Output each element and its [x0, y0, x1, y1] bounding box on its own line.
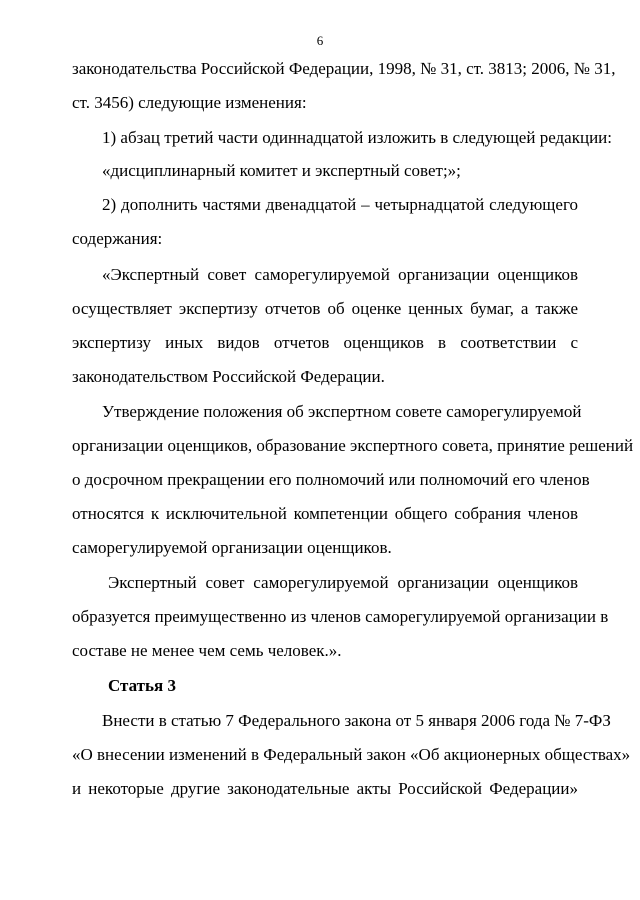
text-line: Экспертный совет саморегулируемой организации оценщиков [108, 573, 578, 592]
article-heading: Статья 3 [108, 676, 176, 695]
text-line: организации оценщиков, образование экспертного совета, принятие решений [72, 436, 634, 455]
text-line: ст. 3456) следующие изменения: [72, 93, 307, 112]
text-line: «О внесении изменений в Федеральный закон «Об акционерных обществах» [72, 745, 631, 764]
text-line: составе не менее чем семь человек.». [72, 641, 342, 660]
text-line: законодательством Российской Федерации. [72, 367, 385, 386]
text-line: и некоторые другие законодательные акты Российской Федерации» [72, 779, 578, 798]
text-line: о досрочном прекращении его полномочий или полномочий его членов [72, 470, 590, 489]
text-line: содержания: [72, 229, 163, 248]
text-line: осуществляет экспертизу отчетов об оценке ценных бумаг, а также [72, 299, 578, 318]
text-line: относятся к исключительной компетенции общего собрания членов [72, 504, 578, 523]
text-line: законодательства Российской Федерации, 1998, № 31, ст. 3813; 2006, № 31, [72, 59, 616, 78]
text-line: «Экспертный совет саморегулируемой организации оценщиков [102, 265, 578, 284]
text-line: Внести в статью 7 Федерального закона от 5 января 2006 года № 7-ФЗ [102, 711, 611, 730]
text-line: 1) абзац третий части одиннадцатой изложить в следующей редакции: [102, 128, 612, 147]
text-line: Утверждение положения об экспертном совете саморегулируемой [102, 402, 582, 421]
text-line: экспертизу иных видов отчетов оценщиков в соответствии с [72, 333, 578, 352]
text-line: образуется преимущественно из членов саморегулируемой организации в [72, 607, 609, 626]
page-number: 6 [316, 33, 324, 48]
text-line: 2) дополнить частями двенадцатой – четырнадцатой следующего [102, 195, 578, 214]
text-line: «дисциплинарный комитет и экспертный совет;»; [102, 161, 461, 180]
text-line: саморегулируемой организации оценщиков. [72, 538, 392, 557]
